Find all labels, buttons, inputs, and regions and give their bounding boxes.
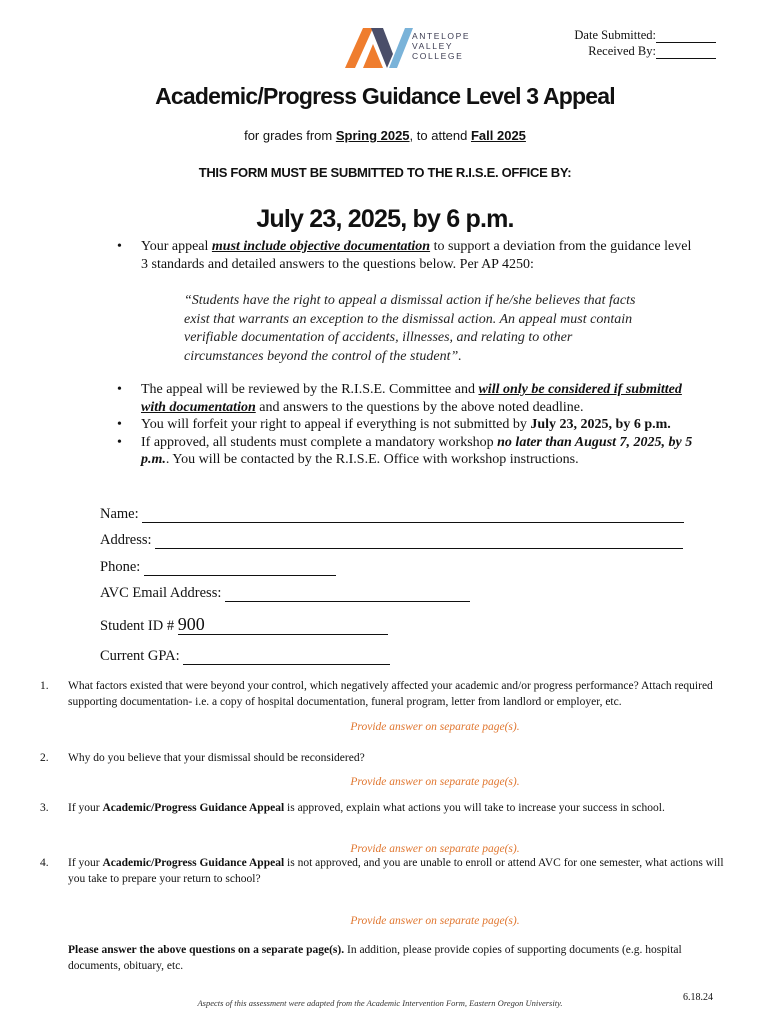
- question-3: [40, 800, 740, 816]
- received-by-line[interactable]: [656, 58, 716, 59]
- question-4: [40, 855, 740, 887]
- bullet-documentation: [117, 238, 697, 274]
- gpa-field: [100, 648, 390, 665]
- bullet4-text-b: . You will be contacted by the R.I.S.E. Office with workshop instructions.: [165, 452, 579, 467]
- bullet3-emphasis: July 23, 2025, by 6 p.m.: [530, 417, 671, 432]
- subtitle-term-to: Fall 2025: [470, 128, 526, 143]
- phone-label: Phone:: [100, 559, 141, 575]
- requirements-list-top: [117, 238, 697, 274]
- student-id-field: [100, 614, 388, 635]
- bullet-workshop: [117, 434, 697, 469]
- question-post: is not approved, and you are unable to enroll or attend AVC for one semester, what actions will you take to prepare your return to school?: [68, 857, 724, 885]
- question-number: 1.: [40, 680, 49, 692]
- form-title: Academic/Progress Guidance Level 3 Appeal: [155, 83, 615, 109]
- ap4250-quote: “Students have the right to appeal a dismissal action if he/she believes that facts exist that warrants an exception to the dismissal action. An appeal must contain verifiable documentation of accidents, illnesses, and relating to other circumstances beyond the control of the student”.: [184, 293, 636, 364]
- bullet2-text-b: and answers to the questions by the above noted deadline.: [255, 399, 584, 415]
- address-input-line[interactable]: [155, 533, 683, 549]
- logo-wordmark: [412, 31, 470, 61]
- bullet-forfeit: [117, 416, 697, 434]
- question-2: [40, 750, 740, 766]
- bullet3-text-a: You will forfeit your right to appeal if everything is not submitted by: [141, 417, 531, 432]
- gpa-input-line[interactable]: [183, 649, 390, 665]
- subtitle-middle: , to attend: [409, 128, 471, 143]
- email-label: AVC Email Address:: [100, 585, 222, 601]
- bullet1-text-b: to support a deviation from the guidance level 3 standards and detailed answers to the questions below. Per AP 4250:: [141, 239, 692, 272]
- closing-bold: Please answer the above questions on a separate page(s).: [68, 944, 345, 956]
- question-text: What factors existed that were beyond your control, which negatively affected your academic and/or progress performance? Attach required supporting documentation- i.e. a copy of hospital documentation, funeral program, letter from landlord or employer, etc.: [68, 680, 713, 708]
- bullet-review: [117, 381, 697, 416]
- bullet2-emphasis: will only be considered if submitted with documentation: [141, 382, 682, 415]
- phone-field: [100, 559, 336, 576]
- logo-word-2: VALLEY: [412, 41, 454, 51]
- question-number: 2.: [40, 752, 49, 764]
- logo-word-3: COLLEGE: [412, 51, 464, 61]
- name-input-line[interactable]: [142, 507, 684, 523]
- question-bold: Academic/Progress Guidance Appeal: [102, 857, 285, 869]
- question-bold: Academic/Progress Guidance Appeal: [102, 802, 285, 814]
- name-label: Name:: [100, 506, 139, 522]
- bullet-dot: •: [117, 239, 122, 254]
- question-pre: If your: [68, 802, 103, 814]
- question-number: 3.: [40, 802, 49, 814]
- phone-input-line[interactable]: [144, 560, 336, 576]
- subtitle-term-from: Spring 2025: [335, 128, 410, 143]
- question-number: 4.: [40, 857, 49, 869]
- question-1: [40, 678, 740, 710]
- provide-answer-note-3: Provide answer on separate page(s).: [350, 843, 520, 855]
- bullet4-text-a: If approved, all students must complete a mandatory workshop: [141, 434, 498, 450]
- bullet-dot: •: [117, 417, 122, 432]
- closing-rest: In addition, please provide copies of supporting documents (e.g. hospital documents, obituary, etc.: [68, 944, 682, 972]
- email-field: [100, 585, 470, 602]
- gpa-label: Current GPA:: [100, 648, 180, 664]
- address-label: Address:: [100, 532, 152, 548]
- office-use-block: [574, 27, 716, 59]
- requirements-list-bottom: [117, 381, 697, 469]
- student-id-prefix: 900: [177, 614, 205, 634]
- bullet4-emphasis: no later than August 7, 2025, by 5 p.m.: [141, 434, 693, 467]
- student-id-input-line[interactable]: [178, 614, 388, 635]
- question-text: [68, 855, 740, 887]
- address-field: [100, 532, 683, 549]
- bullet1-emphasis: must include objective documentation: [211, 239, 431, 254]
- question-text: [68, 800, 740, 816]
- bullet-dot: •: [117, 434, 122, 450]
- name-field: [100, 506, 684, 523]
- subtitle-prefix: for grades from: [244, 128, 336, 143]
- student-id-label: Student ID #: [100, 618, 175, 634]
- provide-answer-note-2: Provide answer on separate page(s).: [350, 776, 520, 788]
- footer-attribution: Aspects of this assessment were adapted from the Academic Intervention Form, Eastern Oregon University.: [197, 998, 563, 1008]
- question-post: is approved, explain what actions you will take to increase your success in school.: [284, 802, 665, 814]
- question-pre: If your: [68, 857, 103, 869]
- date-submitted-label: Date Submitted:: [574, 28, 656, 42]
- submission-instruction: THIS FORM MUST BE SUBMITTED TO THE R.I.S.E. OFFICE BY:: [198, 165, 572, 180]
- deadline-heading: July 23, 2025, by 6 p.m.: [256, 205, 514, 233]
- provide-answer-note-4: Provide answer on separate page(s).: [350, 915, 520, 927]
- bullet2-text-a: The appeal will be reviewed by the R.I.S.E. Committee and: [141, 382, 479, 397]
- question-text: Why do you believe that your dismissal should be reconsidered?: [68, 752, 365, 764]
- received-by-label: Received By:: [588, 44, 656, 58]
- version-date: 6.18.24: [683, 992, 713, 1003]
- logo-word-1: ANTELOPE: [412, 31, 471, 41]
- provide-answer-note-1: Provide answer on separate page(s).: [350, 721, 520, 733]
- bullet1-text-a: Your appeal: [141, 239, 212, 254]
- email-input-line[interactable]: [225, 586, 470, 602]
- bullet-dot: •: [117, 382, 122, 397]
- term-subtitle: [0, 128, 770, 143]
- closing-instructions: [68, 942, 708, 974]
